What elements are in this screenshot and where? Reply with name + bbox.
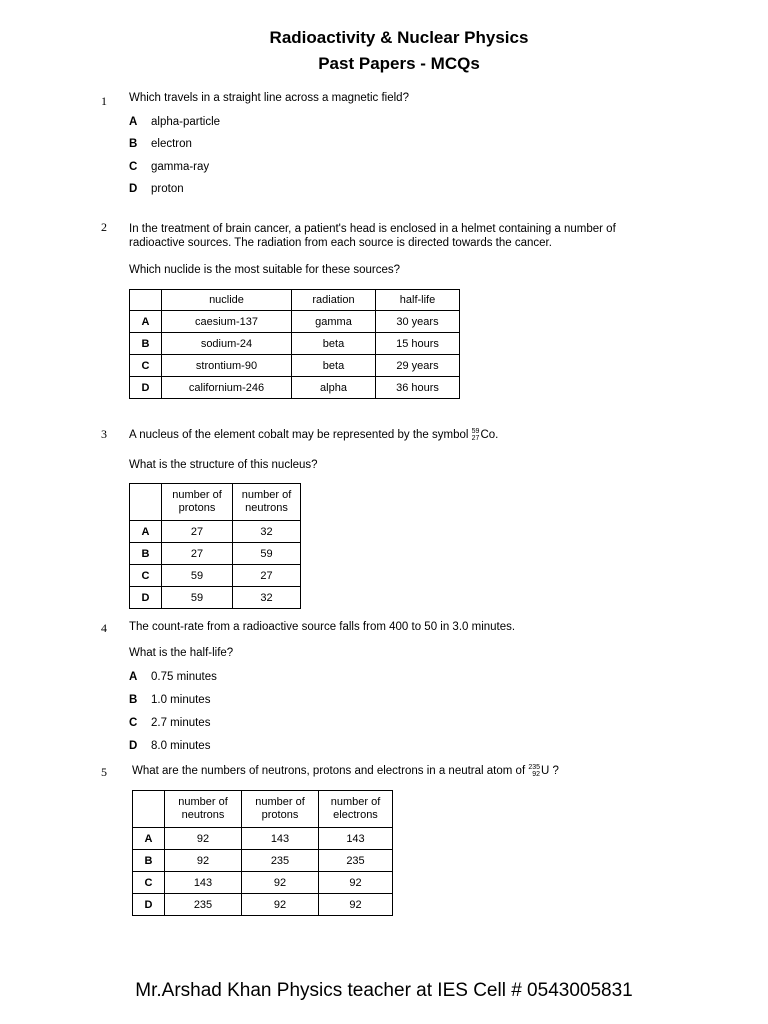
table-row xyxy=(130,377,460,399)
option-letter: C xyxy=(129,161,138,173)
option xyxy=(129,138,192,150)
table-cell: 92 xyxy=(165,828,242,850)
page-subtitle: Past Papers - MCQs xyxy=(318,54,480,73)
option-text: 2.7 minutes xyxy=(151,717,211,729)
table-cell: 59 xyxy=(162,565,233,587)
table-row xyxy=(130,311,460,333)
option xyxy=(129,671,217,683)
table-row xyxy=(133,872,393,894)
column-header: number of protons xyxy=(242,791,319,828)
table-row xyxy=(133,828,393,850)
question-text: The count-rate from a radioactive source falls from 400 to 50 in 3.0 minutes. xyxy=(129,621,516,633)
table-cell: 27 xyxy=(162,521,233,543)
option-letter: B xyxy=(129,694,138,706)
row-letter: A xyxy=(130,521,162,543)
option-text: 8.0 minutes xyxy=(151,740,211,752)
q2-table xyxy=(129,289,460,399)
option xyxy=(129,740,210,752)
table-cell: 59 xyxy=(233,543,301,565)
question-text: In the treatment of brain cancer, a patient's head is enclosed in a helmet containing a number of radioactive sources. The radiation from each source is directed towards the cancer. xyxy=(129,223,616,249)
table-cell: 15 hours xyxy=(376,333,460,355)
footer-credit: Mr.Arshad Khan Physics teacher at IES Cell # 0543005831 xyxy=(135,980,633,1001)
question-number: 3 xyxy=(101,427,107,441)
question-number: 5 xyxy=(101,765,107,779)
nuclide-numbers xyxy=(528,764,540,778)
table-cell: 92 xyxy=(319,872,393,894)
row-letter: C xyxy=(130,565,162,587)
column-header: number of neutrons xyxy=(165,791,242,828)
option-letter: B xyxy=(129,138,138,150)
row-letter: D xyxy=(130,587,162,609)
table-row xyxy=(130,355,460,377)
table-corner xyxy=(130,484,162,521)
table-row xyxy=(130,587,301,609)
table-cell: 27 xyxy=(162,543,233,565)
table-corner xyxy=(133,791,165,828)
table-row xyxy=(133,850,393,872)
table-cell: 92 xyxy=(319,894,393,916)
row-letter: B xyxy=(130,333,162,355)
atomic-number: 92 xyxy=(532,771,541,778)
table-row xyxy=(130,565,301,587)
question-number: 1 xyxy=(101,94,107,108)
row-letter: B xyxy=(130,543,162,565)
option-text: electron xyxy=(151,138,192,150)
table-cell: 235 xyxy=(242,850,319,872)
option xyxy=(129,183,184,195)
table-corner xyxy=(130,290,162,311)
row-letter: C xyxy=(133,872,165,894)
table-header-row xyxy=(130,290,460,311)
table-cell: 92 xyxy=(242,894,319,916)
option xyxy=(129,694,210,706)
mass-number: 235 xyxy=(528,764,541,771)
option-letter: A xyxy=(129,116,138,128)
table-row xyxy=(130,521,301,543)
table-cell: 27 xyxy=(233,565,301,587)
table-row xyxy=(130,333,460,355)
option-text: 1.0 minutes xyxy=(151,694,211,706)
column-header: radiation xyxy=(292,290,376,311)
question-text: Which travels in a straight line across a magnetic field? xyxy=(129,92,409,104)
q3-table xyxy=(129,483,301,609)
question-text-part: . xyxy=(495,429,499,442)
column-header: number of protons xyxy=(162,484,233,521)
element-symbol: Co xyxy=(480,429,496,442)
table-cell: alpha xyxy=(292,377,376,399)
table-cell: californium-246 xyxy=(162,377,292,399)
table-cell: 59 xyxy=(162,587,233,609)
nuclide-numbers xyxy=(472,428,480,442)
table-cell: 29 years xyxy=(376,355,460,377)
table-row xyxy=(133,894,393,916)
question-number: 2 xyxy=(101,220,107,234)
column-header: number of neutrons xyxy=(233,484,301,521)
table-cell: 36 hours xyxy=(376,377,460,399)
option-text: gamma-ray xyxy=(151,161,210,173)
table-cell: 235 xyxy=(165,894,242,916)
question-prompt: What is the structure of this nucleus? xyxy=(129,459,318,471)
question-prompt: What is the half-life? xyxy=(129,647,234,659)
option-letter: C xyxy=(129,717,138,729)
row-letter: D xyxy=(130,377,162,399)
atomic-number: 27 xyxy=(471,435,480,442)
column-header: half-life xyxy=(376,290,460,311)
row-letter: A xyxy=(133,828,165,850)
option-letter: D xyxy=(129,183,138,195)
row-letter: B xyxy=(133,850,165,872)
table-cell: 143 xyxy=(319,828,393,850)
table-cell: beta xyxy=(292,333,376,355)
option xyxy=(129,717,210,729)
table-cell: 32 xyxy=(233,521,301,543)
table-cell: strontium-90 xyxy=(162,355,292,377)
option-text: 0.75 minutes xyxy=(151,671,217,683)
question-number: 4 xyxy=(101,621,107,635)
q5-table xyxy=(132,790,393,916)
table-cell: 143 xyxy=(165,872,242,894)
option-text: alpha-particle xyxy=(151,116,221,128)
table-cell: 30 years xyxy=(376,311,460,333)
option-letter: D xyxy=(129,740,138,752)
table-cell: beta xyxy=(292,355,376,377)
question-text-part: What are the numbers of neutrons, protons and electrons in a neutral atom of xyxy=(132,765,526,778)
option xyxy=(129,116,220,128)
table-cell: 92 xyxy=(165,850,242,872)
table-row xyxy=(130,543,301,565)
option-text: proton xyxy=(151,183,184,195)
column-header: number of electrons xyxy=(319,791,393,828)
row-letter: C xyxy=(130,355,162,377)
table-cell: 235 xyxy=(319,850,393,872)
table-cell: 32 xyxy=(233,587,301,609)
column-header: nuclide xyxy=(162,290,292,311)
question-prompt: Which nuclide is the most suitable for these sources? xyxy=(129,264,401,276)
table-cell: 143 xyxy=(242,828,319,850)
table-header-row xyxy=(133,791,393,828)
table-cell: 92 xyxy=(242,872,319,894)
page-title: Radioactivity & Nuclear Physics xyxy=(269,28,529,47)
row-letter: A xyxy=(130,311,162,333)
option xyxy=(129,161,209,173)
table-cell: caesium-137 xyxy=(162,311,292,333)
question-text-part: ? xyxy=(552,765,559,778)
option-letter: A xyxy=(129,671,138,683)
element-symbol: U xyxy=(541,765,550,778)
question-text xyxy=(132,764,672,778)
table-cell: gamma xyxy=(292,311,376,333)
row-letter: D xyxy=(133,894,165,916)
question-text xyxy=(129,428,669,442)
mass-number: 59 xyxy=(471,428,480,435)
question-text-part: A nucleus of the element cobalt may be represented by the symbol xyxy=(129,429,469,442)
table-header-row xyxy=(130,484,301,521)
table-cell: sodium-24 xyxy=(162,333,292,355)
